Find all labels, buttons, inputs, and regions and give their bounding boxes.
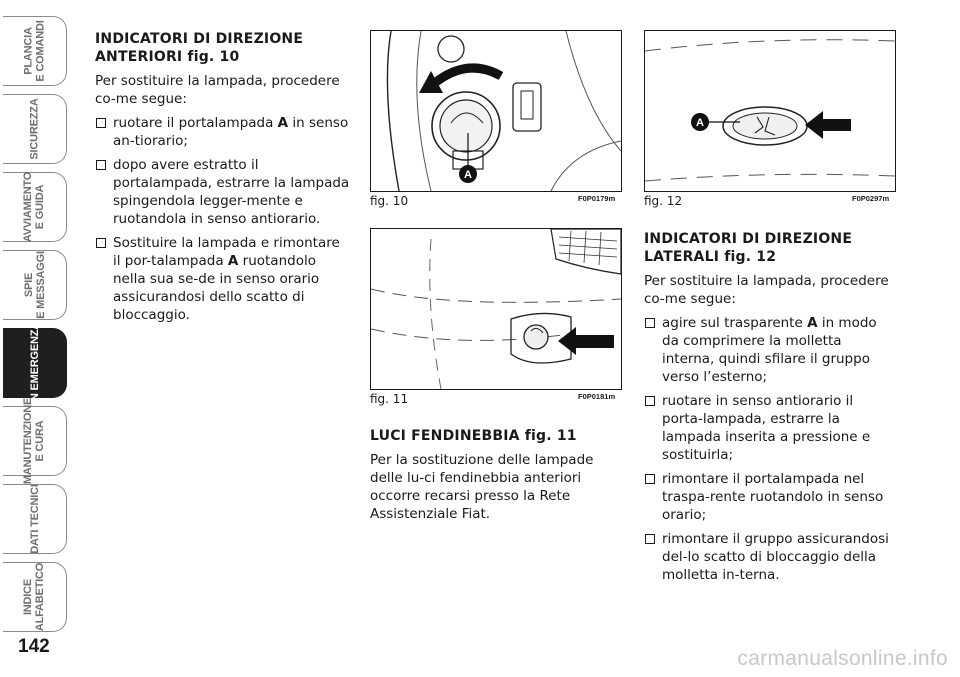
section-title: INDICATORI DI DIREZIONE LATERALI fig. 12 xyxy=(644,231,853,265)
tab-plancia-e-comandi[interactable] xyxy=(3,16,67,86)
watermark: carmanualsonline.info xyxy=(737,647,948,670)
tab-avviamento-e-guida[interactable] xyxy=(3,172,67,242)
tab-label: MANUTENZIONE E CURA xyxy=(22,397,47,485)
figure-caption: fig. 12 xyxy=(644,194,683,208)
figure-caption: fig. 10 xyxy=(370,194,409,208)
tab-label: SICUREZZA xyxy=(28,98,41,160)
figure-11-illustration xyxy=(370,228,622,390)
tab-sicurezza[interactable] xyxy=(3,94,67,164)
section-intro: Per sostituire la lampada, procedere co-me segue: xyxy=(644,273,889,307)
section-body: Per la sostituzione delle lampade delle lu-ci fendinebbia anteriori occorre recarsi presso la Rete Assistenziale Fiat. xyxy=(370,452,594,522)
page-number: 142 xyxy=(18,636,50,657)
section-fog-lights xyxy=(370,427,622,529)
tab-manutenzione-e-cura[interactable] xyxy=(3,397,67,485)
section-front-indicators xyxy=(95,30,350,330)
list-item: agire sul trasparente A in modo da comprimere la molletta interna, quindi sfilare il gruppo verso l’esterno; xyxy=(644,314,896,386)
figure-code: F0P0179m xyxy=(578,194,616,203)
list-item: rimontare il gruppo assicurandosi del-lo scatto di bloccaggio della molletta in-terna. xyxy=(644,530,896,584)
section-side-indicators xyxy=(644,230,896,590)
list-item: Sostituire la lampada e rimontare il por-talampada A ruotandolo nella sua se-de in senso orario assicurandosi dello scatto di bloccaggio. xyxy=(95,234,350,324)
list-item: ruotare in senso antiorario il porta-lampada, estrarre la lampada inserita a pressione e sostituirla; xyxy=(644,392,896,464)
step-list xyxy=(95,114,350,324)
tab-label: SPIE E MESSAGGI xyxy=(22,251,47,319)
figure-10-illustration xyxy=(370,30,622,192)
figure-marker-a: A xyxy=(464,169,472,181)
list-item: rimontare il portalampada nel traspa-rente ruotandolo in senso orario; xyxy=(644,470,896,524)
tab-in-emergenza[interactable] xyxy=(3,322,67,404)
tab-spie-e-messaggi[interactable] xyxy=(3,250,67,320)
section-intro: Per sostituire la lampada, procedere co-me segue: xyxy=(95,73,340,107)
step-list xyxy=(644,314,896,584)
tab-label: PLANCIA E COMANDI xyxy=(22,20,47,82)
figure-caption: fig. 11 xyxy=(370,392,409,406)
tab-label: AVVIAMENTO E GUIDA xyxy=(22,171,47,243)
section-title: INDICATORI DI DIREZIONE ANTERIORI fig. 10 xyxy=(95,31,304,65)
figure-12-illustration xyxy=(644,30,896,192)
section-title: LUCI FENDINEBBIA fig. 11 xyxy=(370,428,577,444)
figure-code: F0P0181m xyxy=(578,392,616,401)
tab-label: IN EMERGENZA xyxy=(28,322,41,404)
tab-label: INDICE ALFABETICO xyxy=(22,562,47,632)
tab-indice-alfabetico[interactable] xyxy=(3,562,67,632)
figure-code: F0P0297m xyxy=(852,194,890,203)
tab-label: DATI TECNICI xyxy=(28,484,41,554)
list-item: ruotare il portalampada A in senso an-tiorario; xyxy=(95,114,350,150)
figure-marker-a: A xyxy=(696,117,704,129)
list-item: dopo avere estratto il portalampada, estrarre la lampada spingendola legger-mente e ruotandola in senso antiorario. xyxy=(95,156,350,228)
tab-dati-tecnici[interactable] xyxy=(3,484,67,554)
